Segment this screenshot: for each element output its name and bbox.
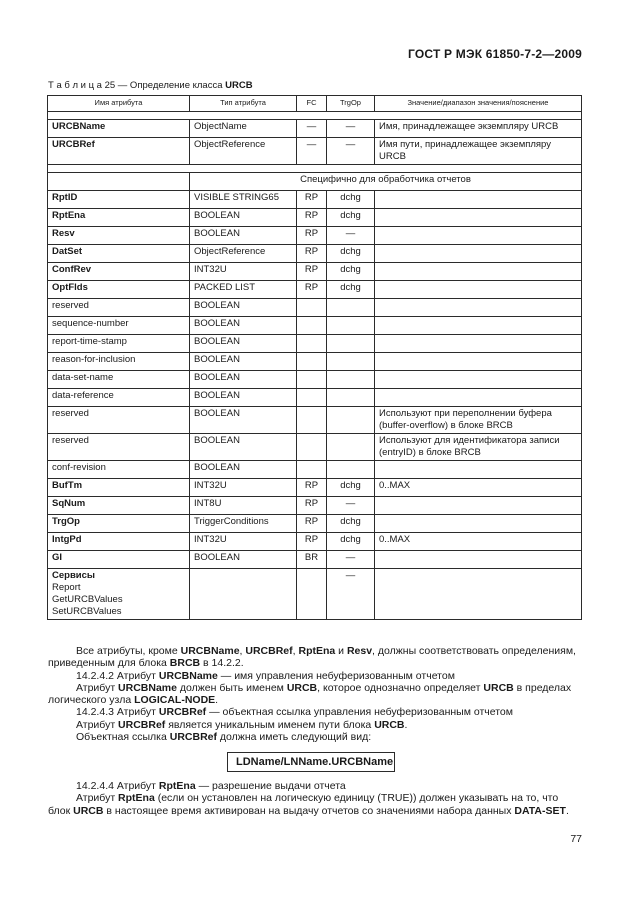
text-run: . <box>215 694 219 707</box>
fc-cell: RP <box>297 209 327 227</box>
text-run: Объектная ссылка <box>76 731 170 744</box>
attribute-type-cell: PACKED LIST <box>190 281 297 299</box>
attribute-name-cell: TrgOp <box>48 515 190 533</box>
attribute-name-cell: sequence-number <box>48 317 190 335</box>
attribute-name-cell: DatSet <box>48 245 190 263</box>
fc-cell: RP <box>297 227 327 245</box>
attribute-name-cell: Resv <box>48 227 190 245</box>
paragraph-urcbname <box>48 682 583 707</box>
attribute-name-cell: ConfRev <box>48 263 190 281</box>
attribute-type-cell: BOOLEAN <box>190 461 297 479</box>
bold-term: URCB <box>73 804 104 817</box>
section-empty-cell <box>48 173 190 191</box>
text-run: . <box>565 804 569 817</box>
text-run: Атрибут <box>76 681 119 694</box>
attribute-name-cell: URCBRef <box>48 138 190 165</box>
table-row <box>48 209 582 227</box>
value-cell: Имя пути, принадлежащее экземпляру URCB <box>375 138 582 165</box>
value-cell <box>375 551 582 569</box>
attribute-type-cell: BOOLEAN <box>190 227 297 245</box>
text-run: 14.2.4.4 Атрибут <box>76 780 159 792</box>
trgop-cell: dchg <box>327 263 375 281</box>
value-cell <box>375 299 582 317</box>
text-run: в 14.2.2. <box>200 657 244 670</box>
trgop-cell <box>327 371 375 389</box>
text-run: 14.2.4.3 Атрибут <box>76 706 159 719</box>
value-cell: 0..MAX <box>375 533 582 551</box>
bold-term: URCBName <box>118 681 177 694</box>
document-header: ГОСТ Р МЭК 61850-7-2—2009 <box>408 47 582 61</box>
attribute-name-cell: GI <box>48 551 190 569</box>
bold-term: RptEna <box>118 792 155 805</box>
heading-14-2-4-4 <box>48 780 583 792</box>
page-number: 77 <box>570 833 582 845</box>
value-cell <box>375 317 582 335</box>
value-cell <box>375 191 582 209</box>
caption-text: Т а б л и ц а 25 — Определение класса <box>48 80 226 91</box>
attribute-type-cell: BOOLEAN <box>190 407 297 434</box>
service-item: SetURCBValues <box>52 606 122 617</box>
reference-format-box: LDName/LNName.URCBName <box>227 752 395 772</box>
fc-cell <box>297 461 327 479</box>
service-item: GetURCBValues <box>52 594 123 605</box>
value-cell <box>375 335 582 353</box>
text-run: в пределах логического узла <box>48 681 572 707</box>
text-run: в настоящее время активирован на выдачу отчетов со значениями набора данных <box>103 804 515 817</box>
text-run: должна иметь следующий вид: <box>217 731 372 744</box>
value-cell: Используют при переполнении буфера (buffer-overflow) в блоке BRCB <box>375 407 582 434</box>
attribute-type-cell: BOOLEAN <box>190 551 297 569</box>
table-spacer-row <box>48 112 582 120</box>
trgop-cell <box>327 299 375 317</box>
bold-term: URCBName <box>180 645 240 657</box>
text-run: 14.2.4.2 Атрибут <box>76 669 159 682</box>
services-cell <box>48 569 190 620</box>
fc-cell <box>297 317 327 335</box>
fc-cell <box>297 353 327 371</box>
fc-cell: — <box>297 120 327 138</box>
fc-cell: RP <box>297 497 327 515</box>
trgop-cell <box>327 461 375 479</box>
table-caption <box>48 80 253 91</box>
value-cell <box>375 371 582 389</box>
attribute-name-cell: data-set-name <box>48 371 190 389</box>
table-row <box>48 407 582 434</box>
attribute-name-cell: conf-revision <box>48 461 190 479</box>
empty-cell <box>190 569 297 620</box>
bold-term: LOGICAL-NODE <box>134 694 216 707</box>
fc-cell <box>297 434 327 461</box>
trgop-cell: — <box>327 497 375 515</box>
text-run: — имя управления небуферизованным отчетом <box>217 669 455 682</box>
paragraph-urcbref <box>48 719 583 731</box>
value-cell <box>375 461 582 479</box>
spacer-cell <box>48 165 582 173</box>
value-cell <box>375 389 582 407</box>
table-row <box>48 434 582 461</box>
attribute-name-cell: OptFlds <box>48 281 190 299</box>
fc-cell <box>297 389 327 407</box>
value-cell <box>375 263 582 281</box>
text-run: , должны соответствовать определениям, приведенным для блока <box>48 645 576 670</box>
table-row <box>48 461 582 479</box>
text-run: (если он установлен на логическую единицу (TRUE)) должен указывать на то, что блок <box>48 792 559 817</box>
fc-cell <box>297 407 327 434</box>
table-row <box>48 515 582 533</box>
text-run: , <box>292 645 299 657</box>
bold-term: URCB <box>483 681 514 694</box>
text-run: и <box>335 645 347 657</box>
table-row <box>48 299 582 317</box>
section-label-cell: Специфично для обработчика отчетов <box>190 173 582 191</box>
trgop-cell: dchg <box>327 245 375 263</box>
text-run: — разрешение выдачи отчета <box>195 780 346 792</box>
table-row <box>48 497 582 515</box>
value-cell <box>375 497 582 515</box>
bold-term: RptEna <box>298 645 336 657</box>
attribute-type-cell: BOOLEAN <box>190 371 297 389</box>
value-cell <box>375 515 582 533</box>
table-row <box>48 533 582 551</box>
attribute-type-cell: ObjectReference <box>190 245 297 263</box>
attribute-name-cell: data-reference <box>48 389 190 407</box>
table-row <box>48 371 582 389</box>
text-run: — объектная ссылка управления небуферизованным отчетом <box>206 706 513 719</box>
attribute-name-cell: reserved <box>48 299 190 317</box>
col-header-type: Тип атрибута <box>190 96 297 112</box>
bold-term: URCBRef <box>118 718 166 731</box>
paragraph-general <box>48 645 583 670</box>
value-cell: Имя, принадлежащее экземпляру URCB <box>375 120 582 138</box>
attribute-type-cell: INT8U <box>190 497 297 515</box>
trgop-cell <box>327 335 375 353</box>
table-body <box>48 112 582 620</box>
attribute-type-cell: ObjectReference <box>190 138 297 165</box>
trgop-cell: dchg <box>327 191 375 209</box>
bold-term: URCBRef <box>158 706 207 719</box>
table-row <box>48 551 582 569</box>
trgop-cell: dchg <box>327 479 375 497</box>
bold-term: BRCB <box>169 657 201 670</box>
bold-term: DATA-SET <box>514 804 566 817</box>
paragraph-urcbref-format <box>48 731 583 743</box>
text-run: , <box>239 645 246 657</box>
urcb-table <box>47 95 582 620</box>
value-cell: Используют для идентификатора записи (entryID) в блоке BRCB <box>375 434 582 461</box>
heading-14-2-4-2 <box>48 670 583 682</box>
attribute-name-cell: URCBName <box>48 120 190 138</box>
trgop-cell: — <box>327 227 375 245</box>
table-row <box>48 479 582 497</box>
fc-cell <box>297 371 327 389</box>
trgop-cell <box>327 317 375 335</box>
trgop-cell: dchg <box>327 533 375 551</box>
table-row <box>48 245 582 263</box>
fc-cell: RP <box>297 245 327 263</box>
fc-cell: — <box>297 138 327 165</box>
attribute-name-cell: IntgPd <box>48 533 190 551</box>
bold-term: URCBRef <box>169 731 218 744</box>
attribute-type-cell: VISIBLE STRING65 <box>190 191 297 209</box>
caption-class-name: URCB <box>225 80 253 91</box>
section-row <box>48 173 582 191</box>
table-row <box>48 263 582 281</box>
attribute-type-cell: BOOLEAN <box>190 317 297 335</box>
text-run: . <box>404 718 408 731</box>
text-run: является уникальным именем пути блока <box>165 718 375 731</box>
trgop-cell <box>327 434 375 461</box>
services-title: Сервисы <box>52 570 96 581</box>
body-text-2 <box>48 780 583 817</box>
col-header-value: Значение/диапазон значения/пояснение <box>375 96 582 112</box>
spacer-cell <box>48 112 582 120</box>
table-row <box>48 120 582 138</box>
table-row <box>48 389 582 407</box>
heading-14-2-4-3 <box>48 706 583 718</box>
text-run: , которое однозначно определяет <box>317 681 484 694</box>
text-run: должен быть именем <box>176 681 287 694</box>
attribute-type-cell: BOOLEAN <box>190 353 297 371</box>
table-row <box>48 227 582 245</box>
table-row <box>48 317 582 335</box>
attribute-type-cell: BOOLEAN <box>190 434 297 461</box>
trgop-cell: — <box>327 138 375 165</box>
value-cell <box>375 209 582 227</box>
paragraph-rptena <box>48 792 583 817</box>
body-text <box>48 645 583 743</box>
bold-term: URCBRef <box>245 645 293 657</box>
value-cell <box>375 353 582 371</box>
attribute-name-cell: RptID <box>48 191 190 209</box>
fc-cell: RP <box>297 515 327 533</box>
attribute-type-cell: INT32U <box>190 533 297 551</box>
table-row <box>48 281 582 299</box>
table-spacer-row <box>48 165 582 173</box>
trgop-cell <box>327 389 375 407</box>
bold-term: Resv <box>346 645 373 657</box>
table-row <box>48 335 582 353</box>
bold-term: URCB <box>374 718 405 731</box>
attribute-type-cell: INT32U <box>190 479 297 497</box>
trgop-cell: — <box>327 569 375 620</box>
attribute-name-cell: report-time-stamp <box>48 335 190 353</box>
empty-cell <box>297 569 327 620</box>
col-header-trgop: TrgOp <box>327 96 375 112</box>
trgop-cell: dchg <box>327 515 375 533</box>
col-header-name: Имя атрибута <box>48 96 190 112</box>
text-run: Атрибут <box>76 718 119 731</box>
fc-cell: RP <box>297 263 327 281</box>
text-run: Атрибут <box>76 792 119 805</box>
fc-cell: RP <box>297 281 327 299</box>
attribute-name-cell: reserved <box>48 434 190 461</box>
fc-cell: RP <box>297 191 327 209</box>
attribute-name-cell: SqNum <box>48 497 190 515</box>
value-cell: 0..MAX <box>375 479 582 497</box>
attribute-name-cell: reason-for-inclusion <box>48 353 190 371</box>
table-row <box>48 353 582 371</box>
attribute-type-cell: TriggerConditions <box>190 515 297 533</box>
attribute-name-cell: reserved <box>48 407 190 434</box>
bold-term: URCB <box>286 681 318 694</box>
value-cell <box>375 227 582 245</box>
fc-cell <box>297 335 327 353</box>
bold-term: URCBName <box>158 669 218 682</box>
trgop-cell: — <box>327 551 375 569</box>
attribute-type-cell: INT32U <box>190 263 297 281</box>
attribute-type-cell: BOOLEAN <box>190 335 297 353</box>
trgop-cell: — <box>327 120 375 138</box>
fc-cell: RP <box>297 533 327 551</box>
empty-cell <box>375 569 582 620</box>
trgop-cell <box>327 353 375 371</box>
attribute-type-cell: BOOLEAN <box>190 299 297 317</box>
trgop-cell: dchg <box>327 209 375 227</box>
col-header-fc: FC <box>297 96 327 112</box>
bold-term: RptEna <box>158 780 196 792</box>
attribute-type-cell: BOOLEAN <box>190 209 297 227</box>
service-item: Report <box>52 582 81 593</box>
attribute-name-cell: BufTm <box>48 479 190 497</box>
value-cell <box>375 281 582 299</box>
table-row <box>48 191 582 209</box>
value-cell <box>375 245 582 263</box>
fc-cell <box>297 299 327 317</box>
trgop-cell: dchg <box>327 281 375 299</box>
attribute-type-cell: ObjectName <box>190 120 297 138</box>
attribute-name-cell: RptEna <box>48 209 190 227</box>
fc-cell: RP <box>297 479 327 497</box>
table-row <box>48 138 582 165</box>
services-row <box>48 569 582 620</box>
text-run: Все атрибуты, кроме <box>76 645 181 657</box>
trgop-cell <box>327 407 375 434</box>
fc-cell: BR <box>297 551 327 569</box>
attribute-type-cell: BOOLEAN <box>190 389 297 407</box>
